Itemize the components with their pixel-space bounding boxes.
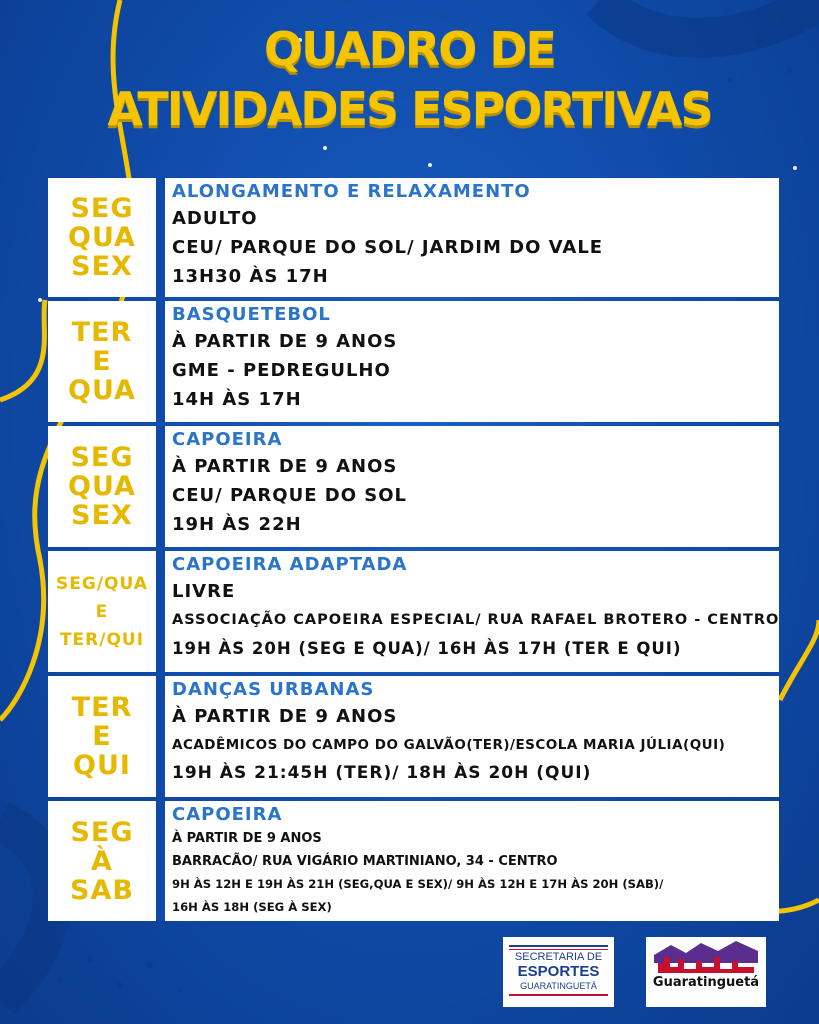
activity-row (48, 551, 779, 672)
activity-name: DANÇAS URBANAS (172, 679, 375, 700)
info-cell (165, 426, 779, 547)
location: BARRACÃO/ RUA VIGÁRIO MARTINIANO, 34 - CENTRO (172, 854, 558, 869)
activity-name: BASQUETEBOL (172, 304, 331, 325)
info-cell (165, 301, 779, 422)
divider (156, 551, 165, 672)
age-group: À PARTIR DE 9 ANOS (172, 706, 398, 727)
activity-row (48, 676, 779, 797)
logo-line-1: SECRETARIA DE (514, 951, 603, 963)
days-label: SEG QUA SEX (68, 193, 136, 282)
title-line-2: ATIVIDADES ESPORTIVAS (107, 82, 712, 136)
info-cell (165, 551, 779, 672)
days-label: SEG/QUA E TER/QUI (56, 573, 148, 650)
divider (156, 426, 165, 547)
activity-row (48, 301, 779, 422)
age-group: À PARTIR DE 9 ANOS (172, 331, 398, 352)
logo-line-2: ESPORTES (517, 963, 600, 980)
divider (156, 178, 165, 297)
divider (156, 301, 165, 422)
days-label: TER E QUI (71, 692, 133, 781)
divider (156, 676, 165, 797)
days-cell (48, 301, 156, 422)
activity-name: CAPOEIRA (172, 429, 283, 450)
city-name: Guaratinguetá (652, 975, 760, 990)
schedule: 14H ÀS 17H (172, 389, 302, 410)
age-group: À PARTIR DE 9 ANOS (172, 456, 398, 477)
days-label: SEG QUA SEX (68, 442, 136, 531)
activity-name: CAPOEIRA (172, 804, 283, 825)
secretaria-esportes-logo (503, 937, 614, 1007)
schedule-extra: 16H ÀS 18H (SEG À SEX) (172, 900, 332, 914)
activity-name: ALONGAMENTO E RELAXAMENTO (172, 181, 531, 202)
activity-row (48, 178, 779, 297)
city-logo (646, 937, 766, 1007)
activity-row (48, 426, 779, 547)
info-cell (165, 676, 779, 797)
days-cell (48, 551, 156, 672)
schedule: 19H ÀS 21:45H (TER)/ 18H ÀS 20H (QUI) (172, 763, 592, 783)
schedule: 13H30 ÀS 17H (172, 266, 329, 287)
city-skyline-icon (646, 937, 766, 1007)
days-cell (48, 801, 156, 921)
days-cell (48, 676, 156, 797)
activity-name: CAPOEIRA ADAPTADA (172, 554, 408, 575)
location: ACADÊMICOS DO CAMPO DO GALVÃO(TER)/ESCOLA MARIA JÚLIA(QUI) (172, 737, 726, 753)
schedule: 19H ÀS 20H (SEG E QUA)/ 16H ÀS 17H (TER E QUI) (172, 639, 682, 658)
age-group: À PARTIR DE 9 ANOS (172, 831, 322, 846)
age-group: ADULTO (172, 208, 258, 229)
title-line-1: QUADRO DE (264, 22, 555, 76)
activity-row (48, 801, 779, 921)
info-cell (165, 801, 779, 921)
days-cell (48, 426, 156, 547)
location: CEU/ PARQUE DO SOL (172, 485, 408, 506)
info-cell (165, 178, 779, 297)
days-label: SEG À SAB (70, 816, 134, 906)
schedule: 9H ÀS 12H E 19H ÀS 21H (SEG,QUA E SEX)/ 9H ÀS 12H E 17H ÀS 20H (SAB)/ (172, 877, 664, 891)
location: CEU/ PARQUE DO SOL/ JARDIM DO VALE (172, 237, 604, 258)
days-cell (48, 178, 156, 297)
divider (156, 801, 165, 921)
days-label: TER E QUA (68, 317, 136, 406)
schedule: 19H ÀS 22H (172, 514, 302, 535)
location: GME - PEDREGULHO (172, 360, 391, 381)
age-group: LIVRE (172, 581, 236, 602)
logo-line-3: GUARATINGUETÁ (520, 981, 597, 991)
location: ASSOCIAÇÃO CAPOEIRA ESPECIAL/ RUA RAFAEL BROTERO - CENTRO (172, 612, 780, 628)
